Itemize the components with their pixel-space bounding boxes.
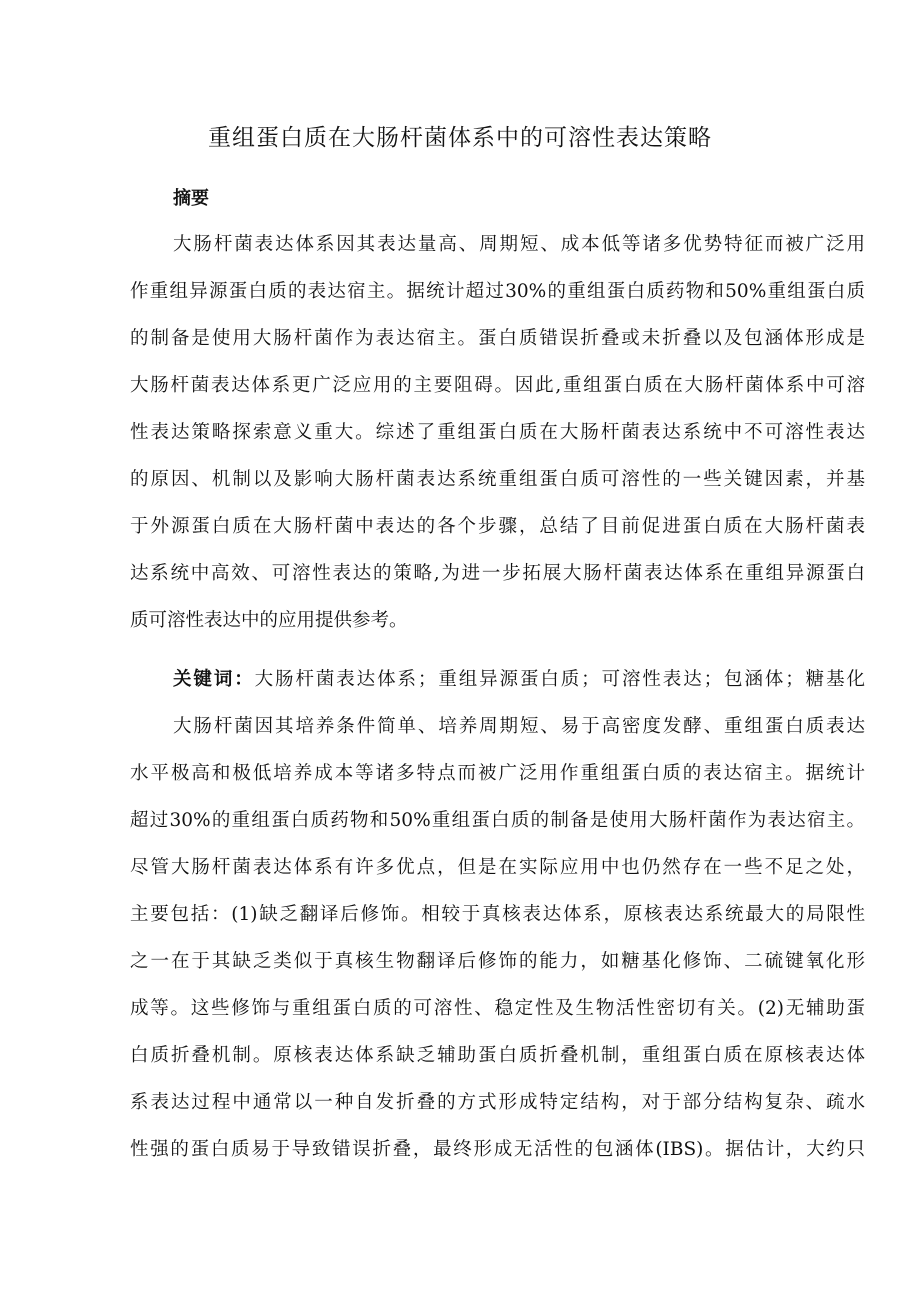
abstract-line: 大肠杆菌表达体系因其表达量高、周期短、成本低等诸多优势特征而被广泛用 — [173, 234, 865, 255]
body-line: 系表达过程中通常以一种自发折叠的方式形成特定结构，对于部分结构复杂、疏水 — [130, 1092, 865, 1113]
keywords-label: 关键词： — [173, 669, 255, 690]
body-line: 大肠杆菌因其培养条件简单、培养周期短、易于高密度发酵、重组蛋白质表达 — [173, 716, 865, 737]
body-line: 成等。这些修饰与重组蛋白质的可溶性、稳定性及生物活性密切有关。(2)无辅助蛋 — [130, 998, 865, 1019]
abstract-line: 作重组异源蛋白质的表达宿主。据统计超过30%的重组蛋白质药物和50%重组蛋白质 — [130, 281, 865, 302]
body-line: 尽管大肠杆菌表达体系有许多优点，但是在实际应用中也仍然存在一些不足之处， — [130, 857, 865, 878]
keywords-text: 大肠杆菌表达体系；重组异源蛋白质；可溶性表达；包涵体；糖基化 — [254, 669, 865, 690]
body-line: 水平极高和极低培养成本等诸多特点而被广泛用作重组蛋白质的表达宿主。据统计 — [130, 763, 865, 784]
abstract-paragraph — [130, 221, 865, 644]
abstract-heading: 摘要 — [173, 188, 209, 209]
abstract-line: 大肠杆菌表达体系更广泛应用的主要阻碍。因此,重组蛋白质在大肠杆菌体系中可溶 — [130, 375, 865, 396]
abstract-line: 的制备是使用大肠杆菌作为表达宿主。蛋白质错误折叠或未折叠以及包涵体形成是 — [130, 328, 865, 349]
abstract-line: 性表达策略探索意义重大。综述了重组蛋白质在大肠杆菌表达系统中不可溶性表达 — [130, 422, 865, 443]
body-paragraph — [130, 703, 865, 1173]
body-line: 超过30%的重组蛋白质药物和50%重组蛋白质的制备是使用大肠杆菌作为表达宿主。 — [130, 810, 865, 831]
abstract-line: 于外源蛋白质在大肠杆菌中表达的各个步骤，总结了目前促进蛋白质在大肠杆菌表 — [130, 516, 865, 537]
keywords-paragraph — [130, 656, 865, 703]
document-title: 重组蛋白质在大肠杆菌体系中的可溶性表达策略 — [208, 125, 712, 151]
body-line: 主要包括：(1)缺乏翻译后修饰。相较于真核表达体系，原核表达系统最大的局限性 — [130, 904, 865, 925]
body-line: 性强的蛋白质易于导致错误折叠，最终形成无活性的包涵体(IBS)。据估计，大约只 — [130, 1139, 865, 1160]
body-line: 白质折叠机制。原核表达体系缺乏辅助蛋白质折叠机制，重组蛋白质在原核表达体 — [130, 1045, 865, 1066]
abstract-line: 的原因、机制以及影响大肠杆菌表达系统重组蛋白质可溶性的一些关键因素，并基 — [130, 469, 865, 490]
abstract-line: 达系统中高效、可溶性表达的策略,为进一步拓展大肠杆菌表达体系在重组异源蛋白 — [130, 563, 865, 584]
keywords-line — [130, 656, 865, 703]
body-line: 之一在于其缺乏类似于真核生物翻译后修饰的能力，如糖基化修饰、二硫键氧化形 — [130, 951, 865, 972]
abstract-line: 质可溶性表达中的应用提供参考。 — [130, 610, 408, 631]
